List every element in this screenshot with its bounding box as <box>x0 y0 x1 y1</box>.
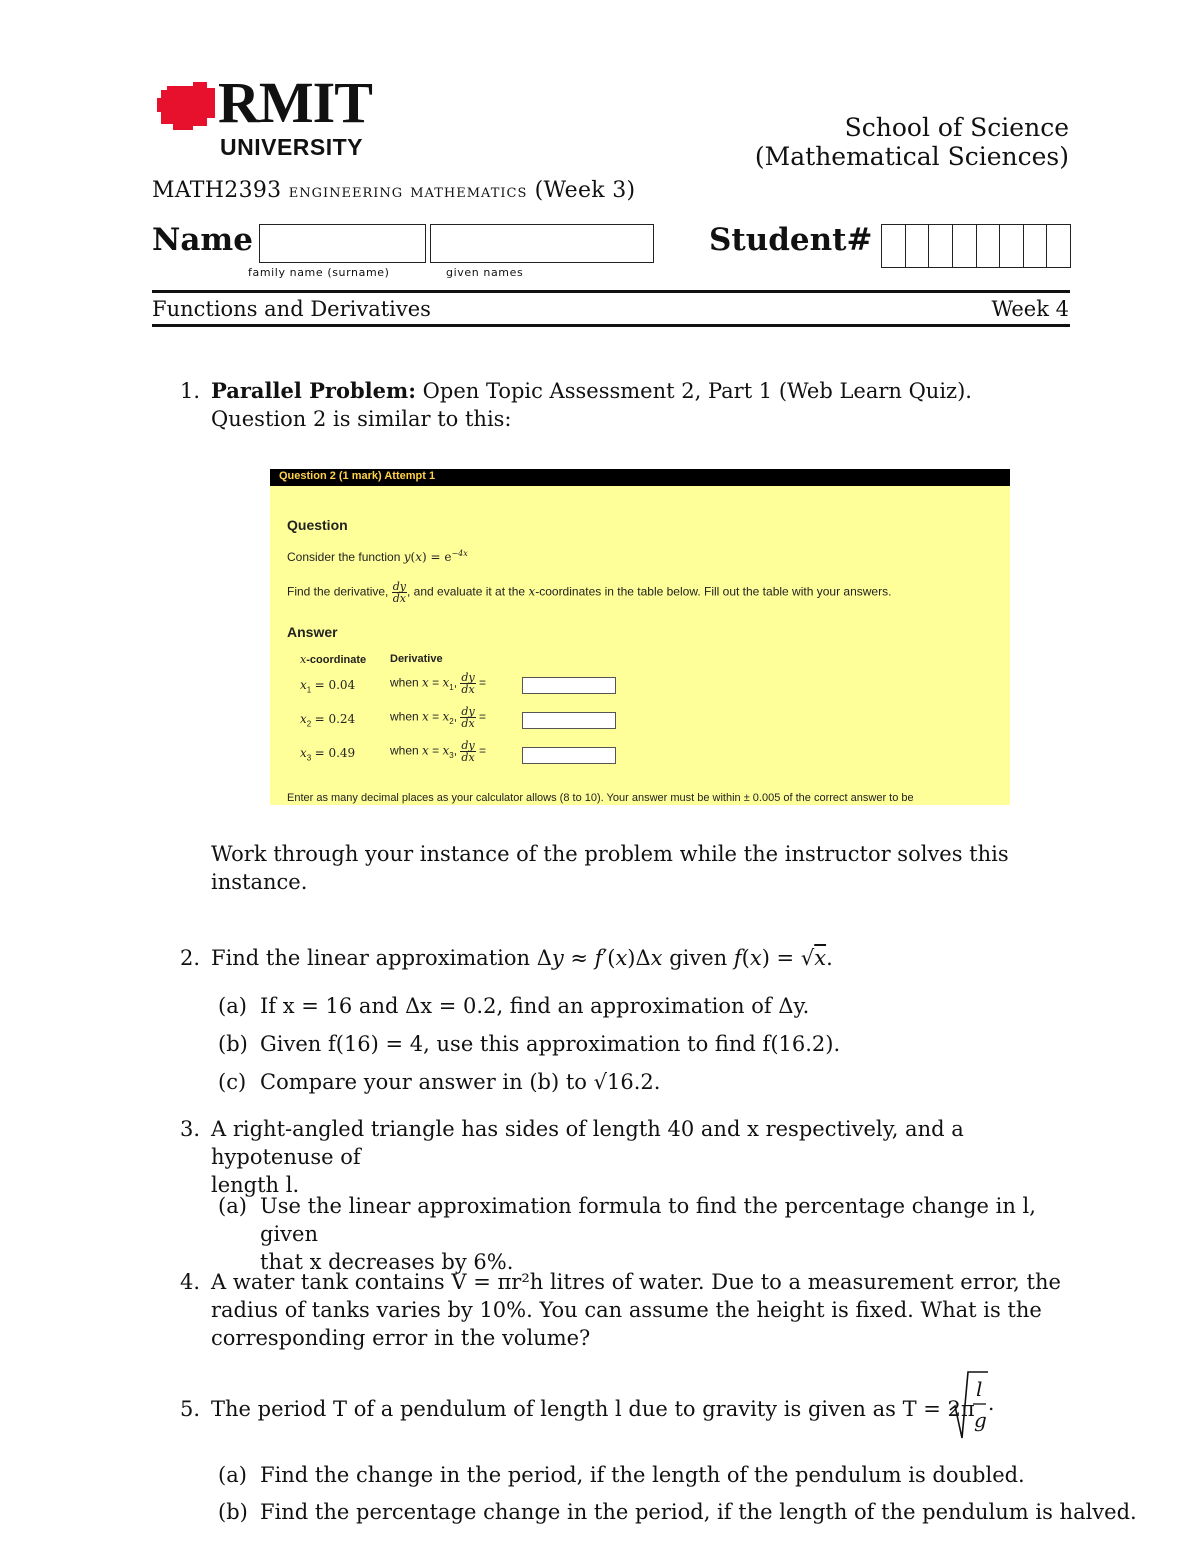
quiz-title-bar <box>270 469 1010 486</box>
school-line-2: (Mathematical Sciences) <box>754 142 1069 171</box>
quiz-consider-line: Consider the function $y(x) = e^{-4x}$ <box>287 549 468 564</box>
question-5a-text: Find the change in the period, if the length of the pendulum is doubled. <box>260 1463 1025 1487</box>
dy-dx-fraction: $\frac{dy}{dx}$ <box>392 580 406 605</box>
svg-text:g: g <box>974 1408 987 1432</box>
question-number: 2. <box>180 946 201 970</box>
quiz-row-1-x: $x_1 = 0.04$ <box>300 678 356 695</box>
quiz-row-3-value: = 0.49 <box>314 746 356 760</box>
student-number-field[interactable] <box>881 224 1071 268</box>
svg-text:l: l <box>976 1377 983 1401</box>
given-names-field[interactable] <box>430 224 654 263</box>
question-2: 2. Find the linear approximation Δy ≈ f′(x)Δx given f(x) = √x. <box>180 946 833 970</box>
digit-box[interactable] <box>882 225 906 267</box>
quiz-answer-heading: Answer <box>287 624 338 640</box>
quiz-row-2-derivative: when $x = x_2$, $\frac{dy}{dx}$ = <box>390 705 487 730</box>
digit-box[interactable] <box>929 225 953 267</box>
course-code: MATH2393 <box>152 178 282 203</box>
question-3a <box>218 1192 1070 1276</box>
quiz-screenshot <box>270 469 1010 805</box>
part-label: (b) <box>218 1500 248 1524</box>
sqrt-l-over-g <box>948 1368 998 1444</box>
course-name: engineering mathematics <box>288 180 528 202</box>
question-3a-line-2: that x decreases by 6%. <box>260 1250 514 1274</box>
school-name <box>755 113 1069 171</box>
family-name-caption: family name (surname) <box>248 266 390 279</box>
quiz-row-2-x: $x_2 = 0.24$ <box>300 712 356 729</box>
question-5b <box>218 1498 1137 1526</box>
question-2b-text: Given f(16) = 4, use this approximation to find f(16.2). <box>260 1032 841 1056</box>
digit-box[interactable] <box>906 225 930 267</box>
digit-box[interactable] <box>1024 225 1048 267</box>
part-label: (a) <box>218 1194 247 1218</box>
quiz-consider-text: Consider the function <box>287 550 401 564</box>
question-1-text: Open Topic Assessment 2, Part 1 (Web Learn Quiz). <box>422 379 972 403</box>
quiz-row-3-when: when <box>390 743 419 758</box>
question-4 <box>180 1268 1071 1352</box>
question-number: 3. <box>180 1117 201 1141</box>
quiz-row-3-sub: 3 <box>306 753 312 763</box>
quiz-col-x-label: -coordinate <box>306 654 367 666</box>
question-2c-text: Compare your answer in (b) to √16.2. <box>260 1070 661 1094</box>
question-number: 1. <box>180 379 201 403</box>
quiz-row-1-derivative: when $x = x_1$, $\frac{dy}{dx}$ = <box>390 671 487 696</box>
week-label: Week 4 <box>991 297 1069 321</box>
question-1 <box>180 377 1071 433</box>
logo-subtitle: UNIVERSITY <box>220 134 364 160</box>
quiz-answer-input-2[interactable] <box>522 712 616 729</box>
question-3-line-1: A right-angled triangle has sides of length 40 and x respectively, and a hypotenuse of <box>211 1117 964 1169</box>
quiz-row-3-x: $x_3 = 0.49$ <box>300 746 356 763</box>
part-label: (c) <box>218 1070 247 1094</box>
question-4-line-1: A water tank contains V = πr²h litres of water. Due to a measurement error, the <box>211 1270 1061 1294</box>
course-title <box>152 178 635 203</box>
question-5a <box>218 1461 1025 1489</box>
digit-box[interactable] <box>953 225 977 267</box>
question-3-line-2: length l. <box>211 1173 300 1197</box>
svg-text:.: . <box>988 1391 995 1415</box>
question-2a-text: If x = 16 and Δx = 0.2, find an approximation of Δy. <box>260 994 810 1018</box>
header-rule-top <box>152 290 1070 293</box>
question-5b-text: Find the percentage change in the period, if the length of the pendulum is halved. <box>260 1500 1137 1524</box>
given-names-caption: given names <box>446 266 524 279</box>
part-label: (b) <box>218 1032 248 1056</box>
student-number-label: Student# <box>709 222 873 258</box>
quiz-find-line: Find the derivative, $\frac{dy}{dx}$ , and evaluate it at the x-coordinates in the table below. Fill out the table with your answers. <box>287 580 892 605</box>
rmit-pixel-mark <box>157 82 215 130</box>
question-1-after: Work through your instance of the problem while the instructor solves this instance. <box>211 842 1009 894</box>
quiz-evaluate-text: , and evaluate it at the <box>407 584 526 599</box>
digit-box[interactable] <box>1000 225 1024 267</box>
header-rule-bottom <box>152 324 1070 327</box>
question-5-text: The period T of a pendulum of length l due to gravity is given as T = 2π <box>211 1397 975 1421</box>
course-week: (Week 3) <box>534 178 636 203</box>
quiz-answer-input-3[interactable] <box>522 747 616 764</box>
question-3a-line-1: Use the linear approximation formula to find the percentage change in l, given <box>260 1194 1036 1246</box>
quiz-row-3-derivative: when $x = x_3$, $\frac{dy}{dx}$ = <box>390 739 487 764</box>
quiz-title: Question 2 (1 mark) Attempt 1 <box>279 470 436 482</box>
question-number: 5. <box>180 1397 201 1421</box>
quiz-row-1-sub: 1 <box>306 685 312 695</box>
question-3 <box>180 1115 1071 1199</box>
quiz-col-x: x-coordinate <box>300 653 367 666</box>
family-name-field[interactable] <box>259 224 426 263</box>
question-2a <box>218 992 810 1020</box>
question-1-bold: Parallel Problem: <box>211 378 416 403</box>
question-number: 4. <box>180 1270 201 1294</box>
question-4-line-2: radius of tanks varies by 10%. You can assume the height is fixed. What is the <box>211 1298 1042 1322</box>
quiz-footer: Enter as many decimal places as your calculator allows (8 to 10). Your answer must be within ± 0.005 of the correct answer to be <box>287 792 914 804</box>
topic-title: Functions and Derivatives <box>152 297 431 321</box>
question-1-line-2: Question 2 is similar to this: <box>211 407 512 431</box>
quiz-row-2-sub: 2 <box>306 719 312 729</box>
quiz-answer-input-1[interactable] <box>522 677 616 694</box>
question-2c <box>218 1068 661 1096</box>
question-4-line-3: corresponding error in the volume? <box>211 1326 591 1350</box>
part-label: (a) <box>218 1463 247 1487</box>
quiz-find-text: Find the derivative, <box>287 584 389 599</box>
quiz-question-heading: Question <box>287 517 348 533</box>
question-5 <box>180 1395 1071 1423</box>
quiz-row-2-when: when <box>390 709 419 724</box>
quiz-row-1-when: when <box>390 675 419 690</box>
quiz-col-derivative: Derivative <box>390 653 443 665</box>
digit-box[interactable] <box>977 225 1001 267</box>
question-2-text-b: given <box>669 946 728 970</box>
question-2-text-a: Find the linear approximation <box>211 946 531 970</box>
quiz-row-1-value: = 0.04 <box>314 678 356 692</box>
school-line-1: School of Science <box>844 113 1069 142</box>
part-label: (a) <box>218 994 247 1018</box>
quiz-evaluate-text-2: -coordinates in the table below. Fill out the table with your answers. <box>535 584 892 599</box>
question-2b <box>218 1030 841 1058</box>
name-label: Name <box>152 222 253 258</box>
logo-wordmark: RMIT <box>218 70 372 135</box>
quiz-row-2-value: = 0.24 <box>314 712 356 726</box>
digit-box[interactable] <box>1047 225 1070 267</box>
